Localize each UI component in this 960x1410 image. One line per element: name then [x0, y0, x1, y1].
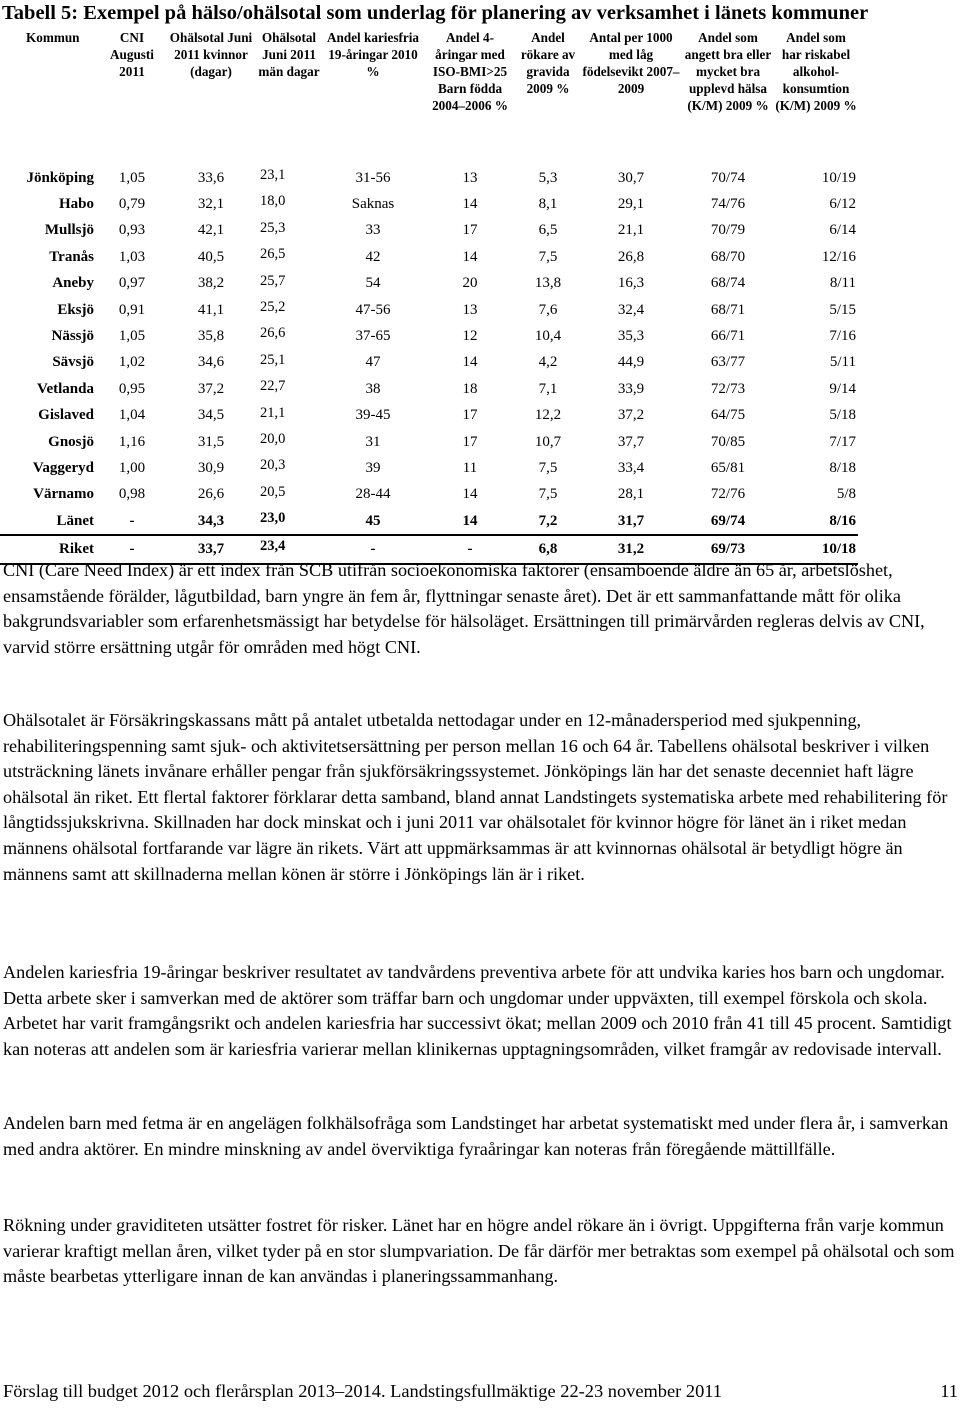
table-row [0, 429, 858, 455]
table-cell: 64/75 [710, 407, 746, 424]
table-cell: 10,7 [534, 433, 562, 450]
table-row [0, 376, 858, 402]
table-cell-kommun: Habo [58, 196, 94, 213]
table-cell-kommun: Tranås [49, 248, 94, 265]
table-cell: 14 [462, 486, 478, 503]
table-cell: 12,2 [534, 407, 562, 424]
table-cell: 33,6 [197, 169, 225, 186]
table-cell: 21,1 [260, 404, 286, 421]
table-cell: 30,9 [197, 459, 225, 476]
header-kariesfria: Andel kariesfria 19-åringar 2010 % [327, 30, 419, 79]
table-cell: 31,5 [197, 433, 225, 450]
table-cell: 9/14 [829, 380, 856, 397]
table-cell-kommun: Vetlanda [37, 380, 94, 397]
table-cell: 1,16 [118, 433, 146, 450]
table-cell: 26,6 [197, 486, 225, 503]
table-cell: 1,02 [118, 354, 146, 371]
table-cell: 34,5 [197, 407, 225, 424]
table-cell: 12 [462, 328, 478, 345]
table-cell: 1,00 [118, 459, 146, 476]
table-cell: 47 [365, 354, 381, 371]
table-cell: 10,4 [534, 328, 562, 345]
table-cell: 0,95 [118, 380, 146, 397]
table-cell: 12/16 [821, 248, 856, 265]
table-cell: 23,1 [260, 167, 286, 183]
table-cell: 38 [365, 380, 381, 397]
table-cell: 20,5 [260, 483, 286, 500]
header-ohalsotal-man: Ohälsotal Juni 2011 män dagar [258, 30, 320, 79]
table-cell: 5/15 [829, 301, 856, 318]
table-cell: 18,0 [260, 193, 286, 210]
table-cell: 0,93 [118, 222, 146, 239]
table-cell: 0,98 [118, 486, 146, 503]
table-cell: 8/18 [829, 459, 856, 476]
table-cell: 31 [365, 433, 381, 450]
table-cell: 63/77 [710, 354, 746, 371]
table-row [0, 323, 858, 349]
table-cell: 25,7 [260, 272, 286, 289]
table-cell: 0,79 [118, 196, 146, 213]
header-cni: CNI Augusti 2011 [110, 30, 154, 79]
table-cell: 70/79 [710, 222, 746, 239]
table-cell: 38,2 [197, 275, 225, 292]
table-header-row [0, 29, 858, 165]
table-cell-kommun: Länet [0, 508, 98, 535]
table-cell: 42,1 [197, 222, 225, 239]
table-cell: 31,7 [580, 508, 682, 535]
table-row [0, 297, 858, 323]
table-cell: 70/85 [710, 433, 746, 450]
table-cell-kommun: Sävsjö [52, 354, 94, 371]
table-cell: 33,4 [617, 459, 645, 476]
table-cell: 28-44 [355, 486, 391, 503]
table-cell: 7,2 [516, 508, 580, 535]
page-number: 11 [940, 1381, 958, 1401]
table-row [0, 482, 858, 508]
table-cell-kommun: Värnamo [33, 486, 94, 503]
table-cell: 22,7 [260, 378, 286, 395]
header-alkohol: Andel som har riskabel alkohol-konsumtion (K/M) 2009 % [775, 30, 857, 113]
table-cell: 31-56 [355, 169, 391, 186]
table-cell: 7,6 [538, 301, 558, 318]
health-table [0, 29, 858, 565]
table-cell: 6,5 [538, 222, 558, 239]
table-cell: 6/12 [829, 196, 856, 213]
paragraph-rokning: Rökning under graviditeten utsätter fostret för risker. Länet har en högre andel rökare än i övrigt. Uppgifterna från varje kommun varierar kraftigt mellan åren, vilket tyder på en stor slumpvariation. De får därför mer betraktas som exempel på ohälsotal och som måste bearbetas ytterligare innan de kan användas i planeringssammanhang. [3, 1215, 955, 1287]
table-row [0, 218, 858, 244]
table-cell: 68/70 [710, 248, 746, 265]
table-cell: 7,5 [538, 486, 558, 503]
table-cell: 33,7 [166, 535, 256, 563]
table-cell: 23,4 [256, 535, 322, 563]
table-cell: 13,8 [534, 275, 562, 292]
table-cell: 68/71 [710, 301, 746, 318]
table-cell-kommun: Jönköping [26, 169, 94, 186]
table-cell: 54 [365, 275, 381, 292]
table-cell: - [322, 535, 424, 563]
table-row [0, 165, 858, 191]
table-cell: 37,2 [617, 407, 645, 424]
table-cell: 32,4 [617, 301, 645, 318]
table-cell: 40,5 [197, 248, 225, 265]
header-ohalsotal-kvinnor: Ohälsotal Juni 2011 kvinnor (dagar) [169, 30, 253, 79]
table-cell: 10/18 [774, 535, 858, 563]
table-cell: 32,1 [197, 196, 225, 213]
table-cell: 4,2 [538, 354, 558, 371]
table-cell: 66/71 [710, 328, 746, 345]
paragraph-cni: CNI (Care Need Index) är ett index från SCB utifrån socioekonomiska faktorer (ensamboende äldre än 65 år, arbetslöshet, ensamstående förälder, lågutbildad, barn yngre än fem år, flyttningar senaste året). Det är ett sammanfattande mått för olika bakgrundsvariabler som erfarenhetsmässigt har betydelse för hälsoläget. Ersättningen till primärvården regleras delvis av CNI, varvid större ersättning utgår för områden med högt CNI. [3, 560, 925, 657]
table-row [0, 455, 858, 481]
table-cell: 14 [462, 248, 478, 265]
table-cell: 1,04 [118, 407, 146, 424]
table-cell: 25,3 [260, 219, 286, 236]
table-cell: 21,1 [617, 222, 645, 239]
table-cell: 18 [462, 380, 478, 397]
table-row [0, 350, 858, 376]
table-cell: 29,1 [617, 196, 645, 213]
table-cell: 7,5 [538, 248, 558, 265]
table-cell: 7,5 [538, 459, 558, 476]
table-cell: 7,1 [538, 380, 558, 397]
table-cell: 23,0 [256, 508, 322, 535]
table-cell: 26,5 [260, 246, 286, 263]
table-cell: 34,6 [197, 354, 225, 371]
table-cell: 7/16 [829, 328, 856, 345]
table-cell-kommun: Vaggeryd [32, 459, 94, 476]
table-cell: 0,91 [118, 301, 146, 318]
table-cell: 17 [462, 433, 478, 450]
table-cell: 37,2 [197, 380, 225, 397]
table-cell: 10/19 [821, 169, 856, 186]
table-cell: 14 [462, 354, 478, 371]
table-cell: 20,3 [260, 457, 286, 474]
table-cell-kommun: Nässjö [51, 328, 94, 345]
table-cell: 5,3 [538, 169, 558, 186]
table-cell-kommun: Eksjö [57, 301, 94, 318]
table-cell-kommun: Riket [0, 535, 98, 563]
table-cell: 47-56 [355, 301, 391, 318]
table-cell: 68/74 [710, 275, 746, 292]
table-cell: 11 [462, 459, 478, 476]
table-cell: 6,8 [516, 535, 580, 563]
table-cell: 1,05 [118, 328, 146, 345]
table-row [0, 244, 858, 270]
table-cell: 25,2 [260, 298, 286, 315]
table-cell: 30,7 [617, 169, 645, 186]
table-cell-kommun: Gnosjö [48, 433, 94, 450]
table-row [0, 271, 858, 297]
table-cell: 33 [365, 222, 381, 239]
table-cell: 20 [462, 275, 478, 292]
table-cell: 35,8 [197, 328, 225, 345]
header-upplevd-halsa: Andel som angett bra eller mycket bra upplevd hälsa (K/M) 2009 % [684, 30, 772, 113]
table-cell: 69/74 [682, 508, 774, 535]
table-cell: 5/8 [836, 486, 856, 503]
table-cell: 1,05 [118, 169, 146, 186]
table-cell: 26,8 [617, 248, 645, 265]
paragraph-ohalsotal: Ohälsotalet är Försäkringskassans mått på antalet utbetalda nettodagar under en 12-månadersperiod med sjukpenning, rehabiliteringspenning samt sjuk- och aktivitetsersättning per person mellan 16 och 64 år. Tabellens ohälsotal beskriver i vilken utsträckning länets invånare erhåller pengar från sjukförsäkringssystemet. Jönköpings län har det senaste decenniet haft lägre ohälsotal än riket. Ett flertal faktorer förklarar detta samband, bland annat Landstingets systematiska arbete med rehabilitering för långtidssjukskrivna. Skillnaden har dock minskat och i juni 2011 var ohälsotalet för kvinnor högre för länet än i riket medan männens ohälsotal fortfarande var lägre än rikets. Värt att uppmärksammas är att kvinnornas ohälsotal är betydligt högre än männens samt att skillnaderna mellan könen är större i Jönköpings län är i riket. [3, 710, 948, 884]
table-cell: 44,9 [617, 354, 645, 371]
table-cell: 42 [365, 248, 381, 265]
table-cell: Saknas [351, 196, 395, 213]
table-cell: 13 [462, 169, 478, 186]
table-cell: 28,1 [617, 486, 645, 503]
table-cell: 16,3 [617, 275, 645, 292]
table-cell: 14 [424, 508, 516, 535]
table-cell: - [98, 535, 166, 563]
table-cell: 5/11 [829, 354, 856, 371]
table-cell: 8,1 [538, 196, 558, 213]
table-cell: 8/16 [774, 508, 858, 535]
table-cell: 37-65 [355, 328, 391, 345]
table-cell: 14 [462, 196, 478, 213]
table-cell: 31,2 [580, 535, 682, 563]
table-cell: 72/76 [710, 486, 746, 503]
header-rokare: Andel rökare av gravida 2009 % [520, 30, 576, 96]
table-cell: 45 [322, 508, 424, 535]
table-cell-kommun: Aneby [52, 275, 94, 292]
table-cell: 5/18 [829, 407, 856, 424]
table-cell: 17 [462, 222, 478, 239]
table-cell: 0,97 [118, 275, 146, 292]
table-cell: 39 [365, 459, 381, 476]
table-row [0, 403, 858, 429]
table-cell: 26,6 [260, 325, 286, 342]
header-fodelsevikt: Antal per 1000 med låg födelsevikt 2007–2009 [582, 30, 680, 96]
table-cell: 7/17 [829, 433, 856, 450]
table-cell: 70/74 [710, 169, 746, 186]
table-cell: 34,3 [166, 508, 256, 535]
table-cell: 33,9 [617, 380, 645, 397]
footer-text: Förslag till budget 2012 och flerårsplan 2013–2014. Landstingsfullmäktige 22-23 november 2011 [3, 1381, 722, 1401]
table-cell: 65/81 [710, 459, 746, 476]
table-row [0, 191, 858, 217]
table-cell: 39-45 [355, 407, 391, 424]
table-cell-kommun: Gislaved [38, 407, 94, 424]
table-cell: 8/11 [829, 275, 856, 292]
table-cell: 72/73 [710, 380, 746, 397]
table-cell: 13 [462, 301, 478, 318]
table-cell: 41,1 [197, 301, 225, 318]
paragraph-karies: Andelen kariesfria 19-åringar beskriver resultatet av tandvårdens preventiva arbete för att undvika karies hos barn och ungdomar. Detta arbete sker i samverkan med de aktörer som träffar barn och ungdomar under uppväxten, till exempel förskola och skola. Arbetet har varit framgångsrikt och andelen kariesfria har successivt ökat; mellan 2009 och 2010 från 41 till 45 procent. Samtidigt kan noteras att andelen som är kariesfria varierar mellan klinikernas upptagningsområden, vilket framgår av redovisade intervall. [3, 962, 952, 1059]
table-cell: 1,03 [118, 248, 146, 265]
table-cell: 17 [462, 407, 478, 424]
table-cell-kommun: Mullsjö [44, 222, 94, 239]
table-cell: 37,7 [617, 433, 645, 450]
table-total-row [0, 508, 858, 535]
page-title: Tabell 5: Exempel på hälso/ohälsotal som underlag för planering av verksamhet i länets kommuner [2, 2, 869, 24]
table-cell: 6/14 [829, 222, 856, 239]
table-cell: 35,3 [617, 328, 645, 345]
table-cell: 20,0 [260, 430, 286, 447]
header-kommun: Kommun [26, 30, 80, 45]
header-bmi: Andel 4-åringar med ISO-BMI>25 Barn födda 2004–2006 % [432, 30, 508, 113]
table-cell: 25,1 [260, 351, 286, 368]
table-cell: 74/76 [710, 196, 746, 213]
table-cell: - [424, 535, 516, 563]
table-cell: - [98, 508, 166, 535]
page-footer [3, 1381, 958, 1402]
paragraph-fetma: Andelen barn med fetma är en angelägen folkhälsofråga som Landstinget har arbetat systematiskt med under flera år, i samverkan med andra aktörer. En mindre minskning av andel överviktiga fyraåringar kan noteras från föregående mättillfälle. [3, 1113, 949, 1159]
table-cell: 69/73 [682, 535, 774, 563]
